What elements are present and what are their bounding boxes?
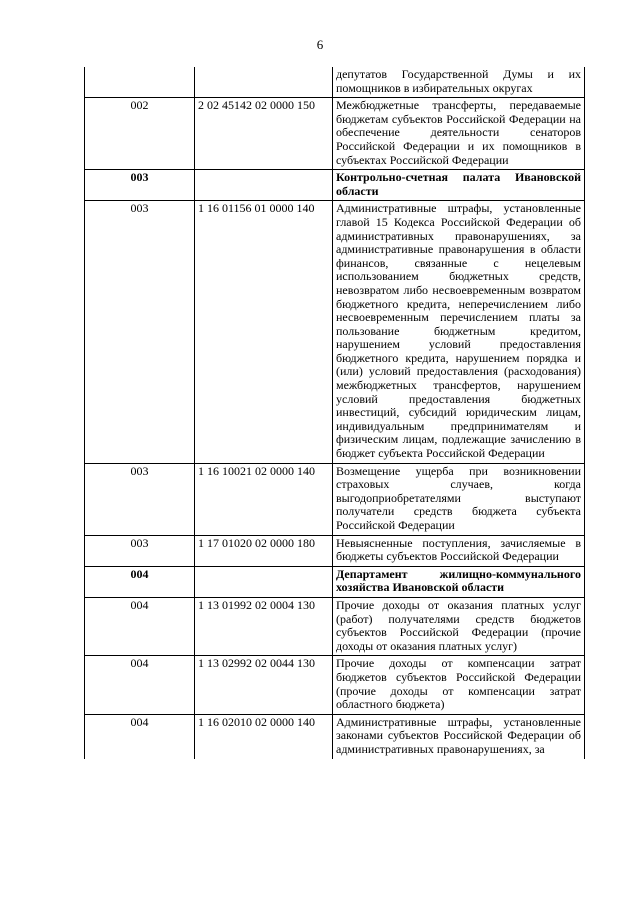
table-row — [85, 535, 585, 566]
table-row — [85, 201, 585, 463]
page-number: 6 — [316, 37, 324, 52]
revenue-administrators-table — [84, 67, 585, 759]
admin-code-cell: 003 — [85, 463, 195, 535]
administrator-name-cell: Департамент жилищно-коммунального хозяйства Ивановской области — [333, 566, 585, 597]
revenue-name-cell: депутатов Государственной Думы и их помощников в избирательных округах — [333, 67, 585, 98]
admin-code-cell: 003 — [85, 170, 195, 201]
table-row — [85, 67, 585, 98]
budget-classification-code-cell: 1 17 01020 02 0000 180 — [195, 535, 333, 566]
table-row — [85, 597, 585, 655]
budget-classification-code-cell — [195, 170, 333, 201]
admin-code-cell: 004 — [85, 566, 195, 597]
table-row — [85, 714, 585, 758]
budget-classification-code-cell: 1 16 10021 02 0000 140 — [195, 463, 333, 535]
admin-code-cell: 003 — [85, 201, 195, 463]
revenue-name-cell: Невыясненные поступления, зачисляемые в бюджеты субъектов Российской Федерации — [333, 535, 585, 566]
revenue-name-cell: Административные штрафы, установленные главой 15 Кодекса Российской Федерации об административных правонарушениях, за административные правонарушения в области финансов, связанные с нецелевым использованием бюджетных средств, невозвратом либо несвоевременным возвратом бюджетного кредита, неперечислением либо несвоевременным перечислением платы за пользование бюджетным кредитом, нарушением условий предоставления бюджетного кредита, нарушением порядка и (или) условий предоставления (расходования) межбюджетных трансфертов, нарушением условий предоставления бюджетных инвестиций, субсидий юридическим лицам, индивидуальным предпринимателям и физическим лицам, подлежащие зачислению в бюджет субъекта Российской Федерации — [333, 201, 585, 463]
revenue-name-cell: Прочие доходы от компенсации затрат бюджетов субъектов Российской Федерации (прочие доходы от компенсации затрат областного бюджета) — [333, 656, 585, 714]
table-row — [85, 98, 585, 170]
table-row — [85, 463, 585, 535]
table-row — [85, 656, 585, 714]
budget-classification-code-cell: 1 13 01992 02 0004 130 — [195, 597, 333, 655]
administrator-header-row — [85, 170, 585, 201]
revenue-name-cell: Административные штрафы, установленные законами субъектов Российской Федерации об административных правонарушениях, за — [333, 714, 585, 758]
admin-code-cell: 004 — [85, 656, 195, 714]
budget-classification-code-cell — [195, 566, 333, 597]
administrator-name-cell: Контрольно-счетная палата Ивановской области — [333, 170, 585, 201]
admin-code-cell: 003 — [85, 535, 195, 566]
budget-classification-code-cell: 1 16 02010 02 0000 140 — [195, 714, 333, 758]
admin-code-cell — [85, 67, 195, 98]
admin-code-cell: 002 — [85, 98, 195, 170]
revenue-name-cell: Прочие доходы от оказания платных услуг (работ) получателями средств бюджетов субъектов Российской Федерации (прочие доходы от оказания платных услуг) — [333, 597, 585, 655]
administrator-header-row — [85, 566, 585, 597]
budget-classification-code-cell — [195, 67, 333, 98]
revenue-name-cell: Возмещение ущерба при возникновении страховых случаев, когда выгодоприобретателями выступают получатели средств бюджета субъекта Российской Федерации — [333, 463, 585, 535]
budget-classification-code-cell: 2 02 45142 02 0000 150 — [195, 98, 333, 170]
budget-classification-code-cell: 1 13 02992 02 0044 130 — [195, 656, 333, 714]
admin-code-cell: 004 — [85, 597, 195, 655]
revenue-name-cell: Межбюджетные трансферты, передаваемые бюджетам субъектов Российской Федерации на обеспечение деятельности сенаторов Российской Федерации и их помощников в субъектах Российской Федерации — [333, 98, 585, 170]
admin-code-cell: 004 — [85, 714, 195, 758]
budget-classification-code-cell: 1 16 01156 01 0000 140 — [195, 201, 333, 463]
